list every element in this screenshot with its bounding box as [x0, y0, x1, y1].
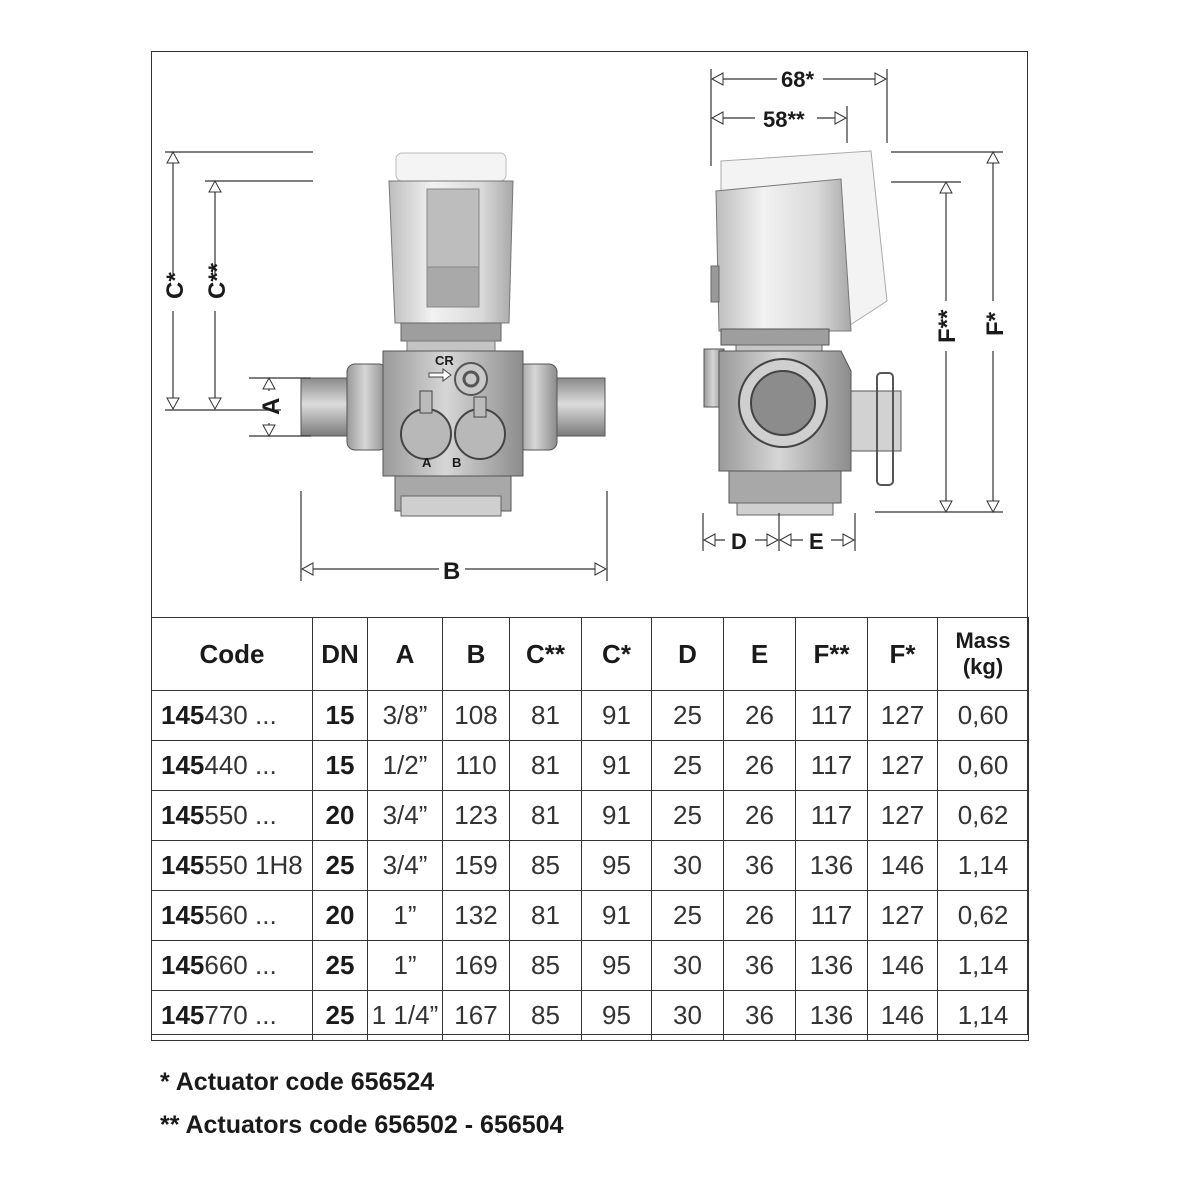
code-prefix: 145	[161, 750, 205, 780]
cell-e: 36	[724, 991, 796, 1041]
cell-code	[152, 991, 313, 1041]
dim-d: D	[731, 529, 747, 554]
code-prefix: 145	[161, 900, 205, 930]
cell-b: 132	[443, 891, 510, 941]
dim-b: B	[443, 558, 461, 585]
cell-b: 108	[443, 691, 510, 741]
header-mass-line2: (kg)	[962, 654, 1004, 679]
cell-f2: 117	[796, 891, 868, 941]
cell-dn: 25	[313, 991, 368, 1041]
cell-f2: 117	[796, 791, 868, 841]
header-code: Code	[152, 618, 313, 691]
cell-f1: 146	[868, 841, 938, 891]
code-prefix: 145	[161, 950, 205, 980]
cell-a: 1”	[368, 891, 443, 941]
cell-b: 159	[443, 841, 510, 891]
table-row	[152, 791, 1029, 841]
cell-f1: 127	[868, 791, 938, 841]
cell-a: 3/8”	[368, 691, 443, 741]
cell-b: 169	[443, 941, 510, 991]
header-f-double-star: F**	[796, 618, 868, 691]
side-view-valve	[704, 151, 901, 515]
cell-code	[152, 791, 313, 841]
table-row	[152, 691, 1029, 741]
cell-a: 1 1/4”	[368, 991, 443, 1041]
cell-c2: 81	[510, 741, 582, 791]
cell-d: 30	[652, 841, 724, 891]
table-header-row	[152, 618, 1029, 691]
cell-c2: 81	[510, 791, 582, 841]
cell-c1: 91	[582, 691, 652, 741]
cell-c2: 85	[510, 941, 582, 991]
cell-code	[152, 741, 313, 791]
header-mass	[938, 618, 1029, 691]
header-dn: DN	[313, 618, 368, 691]
cell-e: 26	[724, 791, 796, 841]
cell-code	[152, 691, 313, 741]
cell-e: 26	[724, 741, 796, 791]
cell-d: 30	[652, 941, 724, 991]
cell-e: 26	[724, 691, 796, 741]
dimensions-table	[151, 617, 1029, 1041]
cell-mass: 1,14	[938, 841, 1029, 891]
header-d: D	[652, 618, 724, 691]
table-row	[152, 941, 1029, 991]
dim-c-double-star: C**	[204, 262, 231, 299]
code-suffix: 430 ...	[204, 700, 277, 730]
code-suffix: 550 1H8	[204, 850, 303, 880]
header-c-star: C*	[582, 618, 652, 691]
cell-f1: 127	[868, 741, 938, 791]
cell-mass: 0,60	[938, 741, 1029, 791]
cell-f1: 146	[868, 941, 938, 991]
cell-code	[152, 941, 313, 991]
cell-d: 25	[652, 791, 724, 841]
cell-c1: 95	[582, 991, 652, 1041]
cell-f2: 117	[796, 741, 868, 791]
header-f-star: F*	[868, 618, 938, 691]
cell-code	[152, 891, 313, 941]
code-suffix: 560 ...	[204, 900, 277, 930]
code-prefix: 145	[161, 850, 205, 880]
cell-dn: 20	[313, 891, 368, 941]
code-suffix: 770 ...	[204, 1000, 277, 1030]
dim-a: A	[258, 397, 285, 415]
cell-dn: 20	[313, 791, 368, 841]
code-prefix: 145	[161, 800, 205, 830]
cell-f1: 127	[868, 691, 938, 741]
table-row	[152, 841, 1029, 891]
cell-mass: 0,62	[938, 891, 1029, 941]
cell-mass: 0,62	[938, 791, 1029, 841]
cell-mass: 1,14	[938, 991, 1029, 1041]
cell-a: 3/4”	[368, 791, 443, 841]
cell-f1: 146	[868, 991, 938, 1041]
cell-d: 25	[652, 741, 724, 791]
cell-d: 25	[652, 691, 724, 741]
cell-c2: 85	[510, 841, 582, 891]
table-row	[152, 741, 1029, 791]
cell-f2: 136	[796, 991, 868, 1041]
code-suffix: 440 ...	[204, 750, 277, 780]
code-suffix: 660 ...	[204, 950, 277, 980]
header-mass-line1: Mass	[955, 628, 1011, 653]
cell-b: 123	[443, 791, 510, 841]
dim-f-star: F*	[982, 312, 1009, 336]
cell-f2: 136	[796, 941, 868, 991]
cell-c2: 81	[510, 891, 582, 941]
cell-f2: 117	[796, 691, 868, 741]
dim-58: 58**	[763, 107, 805, 132]
cell-dn: 15	[313, 691, 368, 741]
cell-a: 1”	[368, 941, 443, 991]
code-prefix: 145	[161, 1000, 205, 1030]
footnote-double-star: ** Actuators code 656502 - 656504	[160, 1111, 564, 1139]
cell-e: 36	[724, 841, 796, 891]
header-e: E	[724, 618, 796, 691]
port-b-label: B	[452, 455, 462, 470]
header-a: A	[368, 618, 443, 691]
cell-f2: 136	[796, 841, 868, 891]
cell-c1: 95	[582, 841, 652, 891]
cell-mass: 1,14	[938, 941, 1029, 991]
cell-c2: 81	[510, 691, 582, 741]
table-row	[152, 991, 1029, 1041]
cell-mass: 0,60	[938, 691, 1029, 741]
footnotes	[160, 1063, 563, 1149]
cell-dn: 15	[313, 741, 368, 791]
cell-c1: 95	[582, 941, 652, 991]
cell-f1: 127	[868, 891, 938, 941]
footnote-single-star: * Actuator code 656524	[160, 1068, 435, 1096]
cell-e: 26	[724, 891, 796, 941]
cell-code	[152, 841, 313, 891]
cell-c1: 91	[582, 891, 652, 941]
dim-f-double-star: F**	[934, 309, 961, 343]
cell-b: 167	[443, 991, 510, 1041]
port-a-label: A	[422, 455, 432, 470]
dim-68: 68*	[781, 67, 815, 92]
flow-mark: CR	[435, 353, 454, 368]
cell-c1: 91	[582, 791, 652, 841]
cell-c2: 85	[510, 991, 582, 1041]
valve-dimension-drawing	[151, 51, 1028, 617]
cell-e: 36	[724, 941, 796, 991]
cell-a: 1/2”	[368, 741, 443, 791]
cell-d: 30	[652, 991, 724, 1041]
cell-b: 110	[443, 741, 510, 791]
header-b: B	[443, 618, 510, 691]
dim-e: E	[809, 529, 824, 554]
cell-dn: 25	[313, 841, 368, 891]
dim-c-star: C*	[162, 272, 189, 299]
de-dimension-lines	[703, 513, 855, 551]
cell-d: 25	[652, 891, 724, 941]
cell-dn: 25	[313, 941, 368, 991]
code-suffix: 550 ...	[204, 800, 277, 830]
table-row	[152, 891, 1029, 941]
code-prefix: 145	[161, 700, 205, 730]
header-c-double-star: C**	[510, 618, 582, 691]
cell-c1: 91	[582, 741, 652, 791]
cell-a: 3/4”	[368, 841, 443, 891]
